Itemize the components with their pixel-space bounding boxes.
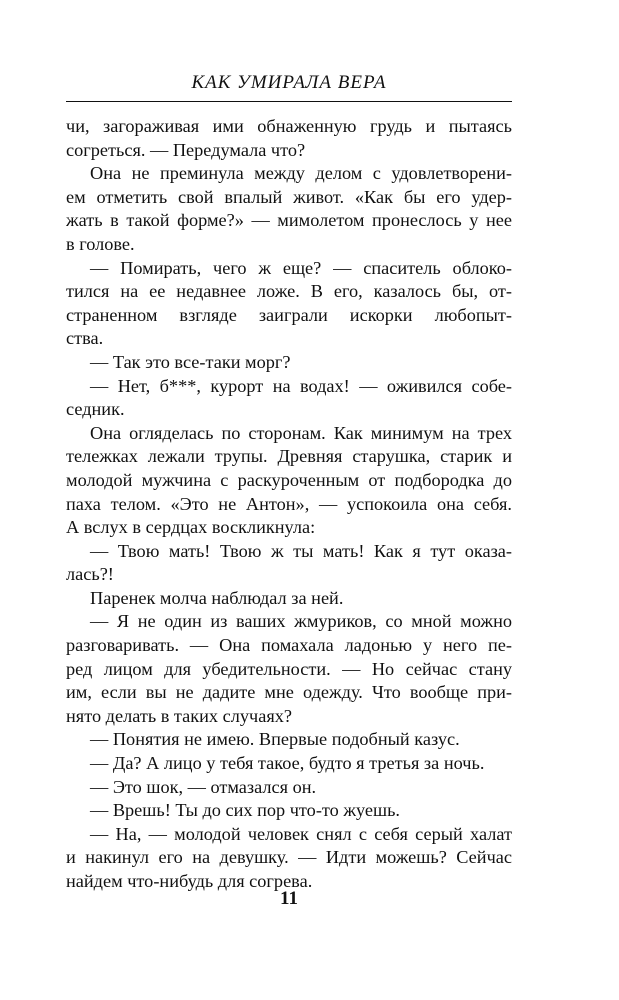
text-line: ства. [66, 328, 104, 349]
text-line: разговаривать. — Она помахала ладонью у него пе- [66, 635, 512, 656]
header-rule [66, 101, 512, 102]
page-number: 11 [280, 888, 298, 909]
text-line: ем отметить свой впалый живот. «Как бы его удер- [66, 186, 512, 207]
text-line: паха телом. «Это не Антон», — успокоила она себя. [66, 493, 512, 514]
text-line: чи, загораживая ими обнаженную грудь и пытаясь [66, 116, 512, 136]
text-line: в голове. [66, 233, 135, 254]
running-title: КАК УМИРАЛА ВЕРА [191, 72, 387, 93]
text-line: и накинул его на девушку. — Идти можешь? Сейчас [66, 847, 512, 868]
text-line: — Понятия не имею. Впервые подобный казус. [90, 729, 460, 750]
text-line: — Нет, б***, курорт на водах! — оживился собе- [90, 375, 512, 396]
text-line: — Помирать, чего ж еще? — спаситель облоко- [90, 257, 512, 278]
body-text [66, 115, 512, 894]
text-line: согреться. — Передумала что? [66, 139, 306, 160]
text-line: тележках лежали трупы. Древняя старушка, старик и [66, 446, 512, 467]
text-line: седник. [66, 399, 125, 420]
text-line: — Это шок, — отмазался он. [90, 776, 317, 797]
text-line: — Твою мать! Твою ж ты мать! Как я тут оказа- [90, 540, 512, 561]
text-line: им, если вы не дадите мне одежду. Что вообще при- [66, 682, 512, 703]
text-line: Она огляделась по сторонам. Как минимум на трех [90, 422, 512, 443]
text-line: тился на ее недавнее ложе. В его, казалось бы, от- [66, 281, 512, 302]
text-line: Паренек молча наблюдал за ней. [90, 587, 344, 608]
text-line: жать в такой форме?» — мимолетом пронеслось у нее [66, 210, 512, 231]
text-line: молодой мужчина с раскуроченным от подбородка до [66, 469, 512, 490]
text-line: страненном взгляде заиграли искорки любопыт- [66, 304, 512, 325]
text-line: А вслух в сердцах воскликнула: [66, 517, 316, 538]
text-line: лась?! [66, 564, 114, 585]
text-line: найдем что-нибудь для согрева. [66, 871, 313, 891]
text-line: — Врешь! Ты до сих пор что-то жуешь. [90, 800, 400, 821]
text-line: — На, — молодой человек снял с себя серый халат [90, 823, 512, 844]
text-line: нято делать в таких случаях? [66, 705, 292, 726]
text-line: ред лицом для убедительности. — Но сейчас стану [66, 658, 512, 679]
text-line: — Да? А лицо у тебя такое, будто я третья за ночь. [90, 753, 485, 774]
text-line: Она не преминула между делом с удовлетворени- [90, 163, 512, 184]
text-line: — Я не один из ваших жмуриков, со мной можно [90, 611, 512, 632]
text-line: — Так это все-таки морг? [90, 351, 291, 372]
